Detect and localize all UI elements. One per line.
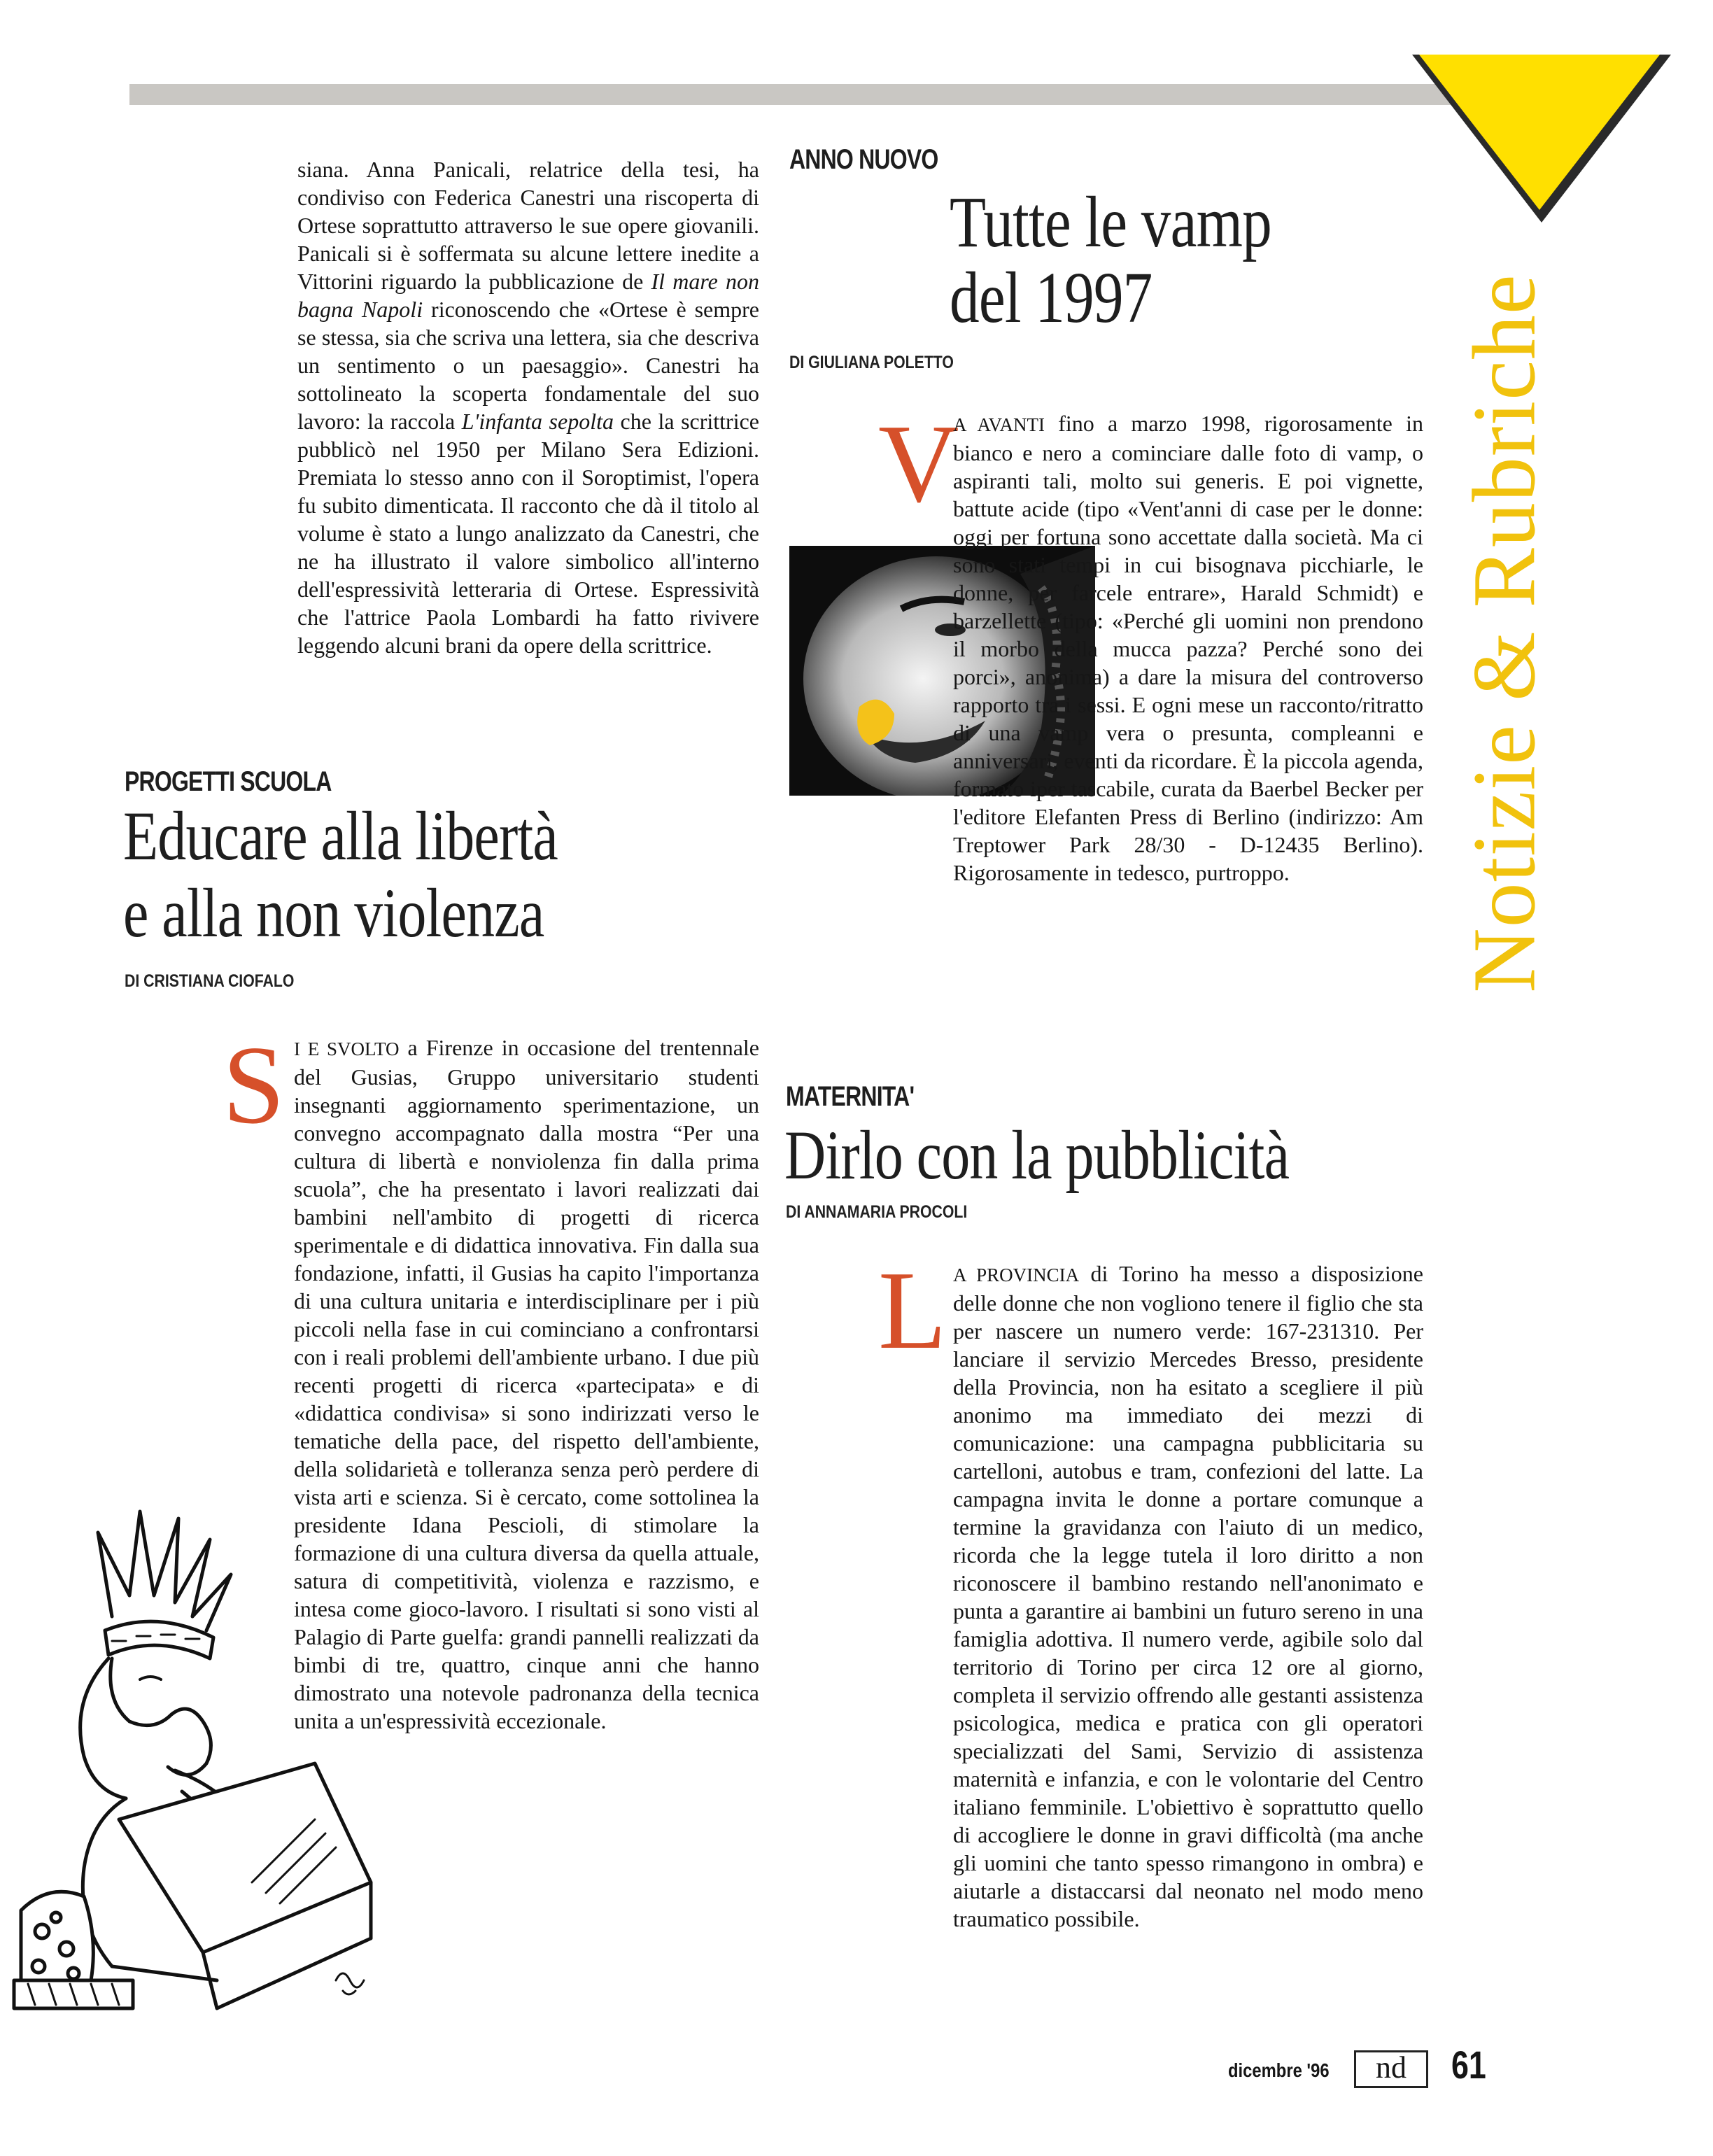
- lead-caps: A PROVINCIA: [953, 1264, 1080, 1285]
- headline-vamp-line2: del 1997: [950, 258, 1152, 338]
- illustration-woman-drawing: [7, 1491, 399, 2015]
- rubric-anno-nuovo: ANNO NUOVO: [789, 144, 938, 175]
- article-maternita-body: A PROVINCIA di Torino ha messo a disposizione delle donne che non vogliono tenere il figlio che sta per nascere un numero verde: 167-231310. Per lanciare il servizio Mercedes Bresso, presidente della Provincia, non ha esitato a scegliere il più anonimo ma immediato dei mezzi di comunicazione: una campagna pubblicitaria su cartelloni, autobus e tram, confezioni del latte. La campagna invita le donne a portare comunque a termine la gravidanza con l'aiuto di un medico, ricorda che la legge tutela il loro diritto a non riconoscere il bambino restando nell'anonimato e punta a garantire ai bambini un futuro sereno in una famiglia adottiva. Il numero verde, agibile solo dal territorio di Torino per circa 12 ore al giorno, completa il servizio offrendo alle gestanti assistenza psicologica, medica e pratica con gli operatori specializzati del Sami, Servizio di assistenza maternità e infanzia, e con le volontarie del Centro italiano femminile. L'obiettivo è soprattutto quello di accogliere le donne in gravi difficoltà (ma anche gli uomini che tanto spesso rimangono in ombra) e aiutarle a distaccarsi dal neonato nel modo meno traumatico possibile.: [953, 1261, 1423, 1931]
- drop-cap-v: V: [878, 401, 959, 526]
- drop-cap-s: S: [223, 1022, 285, 1147]
- page-number: 61: [1451, 2043, 1486, 2087]
- book-title: L'infanta sepolta: [461, 409, 614, 434]
- drop-cap-l: L: [878, 1248, 947, 1372]
- headline-scuola-line1: Educare alla libertà: [123, 797, 558, 875]
- rubric-maternita: MATERNITA': [786, 1081, 915, 1112]
- section-label: Notizie & Rubriche: [1454, 274, 1554, 993]
- headline-vamp-line1: Tutte le vamp: [950, 182, 1271, 262]
- byline-vamp: DI GIULIANA POLETTO: [789, 353, 954, 372]
- lead-caps: A AVANTI: [953, 414, 1045, 435]
- byline-scuola: DI CRISTIANA CIOFALO: [125, 971, 295, 991]
- magazine-logo: nd: [1354, 2050, 1428, 2088]
- issue-date: dicembre '96: [1228, 2059, 1330, 2081]
- lead-caps: I E SVOLTO: [294, 1038, 400, 1059]
- section-label-vertical: [1448, 220, 1560, 1046]
- article-vamp-body: A AVANTI fino a marzo 1998, rigorosamente in bianco e nero a cominciare dalle foto di vamp, o aspiranti tali, molto sui generis. E poi vignette, battute acide (tipo «Vent'anni di case per le donne: oggi per fortuna sono accettate dalla società. Ma ci sono stati tempi in cui bisognava picchiarle, le donne, per farcele entrare», Harald Schmidt) e barzellette (tipo: «Perché gli uomini non prendono il morbo della mucca pazza? Perché sono dei porci», anonima) a dare la misura del controverso rapporto tra i sessi. E ogni mese un racconto/ritratto di una vamp vera o presunta, compleanni e anniversari, eventi da ricordare. È la piccola agenda, formato iper tascabile, curata da Baerbel Becker per l'editore Elefanten Press di Berlino (indirizzo: Am Treptower Park 28/30 - D-12435 Berlino). Rigorosamente in tedesco, purtroppo.: [953, 411, 1423, 885]
- corner-triangle-yellow: [1419, 55, 1660, 210]
- top-grey-bar: [129, 84, 1494, 105]
- column-left-top: siana. Anna Panicali, relatrice della tesi, ha condiviso con Federica Canestri una riscoperta di Ortese soprattutto attraverso le sue opere giovanili. Panicali si è soffermata su alcune lettere inedite a Vittorini riguardo la pubblicazione de Il mare non bagna Napoli riconoscendo che «Ortese è sempre se stessa, sia che scriva una lettera, sia che descriva un sentimento o un paesaggio». Canestri ha sottolineato la scoperta fondamentale del suo lavoro: la raccola L'infanta sepolta che la scrittrice pubblicò nel 1950 per Milano Sera Edizioni. Premiata lo stesso anno con il Soroptimist, l'opera fu subito dimenticata. Il racconto che dà il titolo al volume è stato a lungo analizzato da Canestri, che ne ha illustrato il valore simbolico all'interno dell'espressività letteraria di Ortese. Espressività che l'attrice Paola Lombardi ha fatto rivivere leggendo alcuni brani da opere della scrittrice.: [297, 157, 760, 658]
- headline-maternita: Dirlo con la pubblicità: [784, 1116, 1290, 1194]
- rubric-progetti-scuola: PROGETTI SCUOLA: [125, 766, 332, 797]
- article-scuola-body: I E SVOLTO a Firenze in occasione del trentennale del Gusias, Gruppo universitario studenti insegnanti aggiornamento sperimentazione, un convegno accompagnato dalla mostra “Per una cultura di libertà e nonviolenza fin dalla prima scuola”, che ha presentato i lavori realizzati dai bambini nell'ambito di progetti di ricerca sperimentale e di didattica innovativa. Fin dalla sua fondazione, infatti, il Gusias ha capito l'importanza di una cultura unitaria e interdisciplinare per i più piccoli nella fase in cui cominciano a confrontarsi con i reali problemi dell'ambiente urbano. I due più recenti progetti di ricerca «partecipata» e di «didattica condivisa» si sono indirizzati verso le tematiche della pace, del rispetto dell'ambiente, della solidarietà e tolleranza senza però perdere di vista arti e scienza. Si è cercato, come sottolinea la presidente Idana Pescioli, di stimolare la formazione di una cultura diversa da quella attuale, satura di competitività, violenza e razzismo, e intesa come gioco-lavoro. I risultati si sono visti al Palagio di Parte guelfa: grandi pannelli realizzati da bimbi di tre, quattro, cinque anni che hanno dimostrato una notevole padronanza della tecnica unita a un'espressività eccezionale.: [294, 1035, 760, 1733]
- book-title: Il mare non bagna Napoli: [297, 269, 760, 322]
- byline-maternita: DI ANNAMARIA PROCOLI: [786, 1202, 968, 1222]
- headline-scuola-line2: e alla non violenza: [123, 874, 544, 952]
